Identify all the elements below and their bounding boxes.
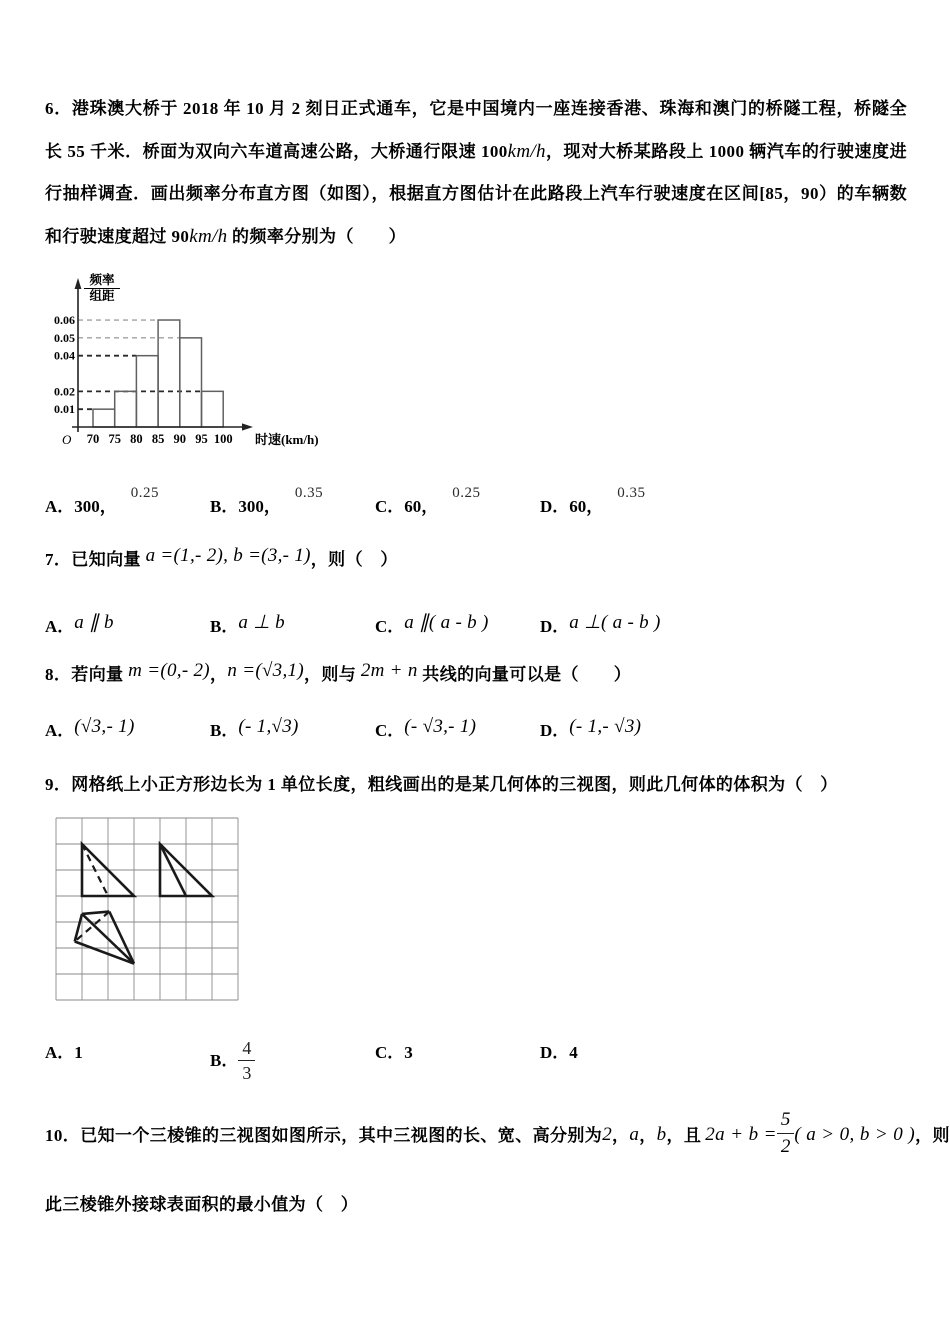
q10-text-run: ，: [612, 1125, 630, 1145]
three-view-grid-figure: [55, 817, 241, 1003]
q6-kmh-math: km/h: [189, 225, 228, 247]
q10-equation-fraction: [777, 1107, 795, 1160]
option-c: [375, 485, 481, 517]
q10-text-run: ，且: [666, 1125, 702, 1145]
option-superscript: 0.25: [452, 485, 481, 501]
svg-text:O: O: [62, 432, 72, 447]
option-math: a ⊥( a - b ): [569, 612, 661, 633]
fraction-numerator: 5: [777, 1107, 795, 1134]
q8-text-run: ，则与: [303, 665, 361, 684]
question-7-text: [45, 540, 925, 580]
q6-text-run: 的频率分别为（ ）: [227, 226, 407, 246]
option-label: B．: [210, 497, 239, 516]
option-label: B．: [210, 617, 239, 636]
option-a: [45, 716, 135, 742]
y-axis-label-denominator: 组距: [89, 289, 115, 303]
option-label: D．: [540, 721, 570, 740]
option-fraction: [238, 1036, 255, 1085]
y-axis-label-fraction: [84, 273, 120, 304]
option-superscript: 0.25: [130, 485, 160, 501]
q10-text-run: ，: [639, 1125, 657, 1145]
q7-text-run: ，则（ ）: [310, 550, 398, 569]
option-label: C．: [375, 617, 405, 636]
svg-text:0.06: 0.06: [54, 313, 75, 328]
q10-math-run: a: [629, 1124, 640, 1145]
option-a: [45, 485, 160, 517]
fraction-numerator: 4: [238, 1036, 255, 1061]
question-9-options: [0, 1014, 950, 1083]
q10-equation-condition: ( a > 0, b > 0 ): [794, 1124, 916, 1145]
q6-kmh-math: km/h: [507, 140, 546, 162]
frequency-histogram: [48, 272, 358, 458]
option-d: [540, 612, 661, 638]
option-label: B．: [210, 721, 239, 740]
option-d: [540, 1038, 578, 1063]
svg-text:90: 90: [173, 432, 187, 446]
option-label: C．: [375, 1043, 405, 1062]
option-label: B．: [210, 1051, 239, 1071]
option-math: a ∥( a - b ): [404, 612, 489, 633]
q7-text-run: 7．已知向量: [45, 550, 146, 569]
option-label: C．: [375, 497, 405, 516]
fraction-denominator: 3: [242, 1063, 252, 1083]
option-value: 60，: [569, 497, 604, 516]
option-d: [540, 485, 646, 517]
question-8-text: [45, 655, 925, 695]
q10-text-run: 10．已知一个三棱锥的三视图如图所示，其中三视图的长、宽、高分别为: [45, 1125, 603, 1145]
option-b: [210, 716, 299, 742]
svg-text:85: 85: [151, 432, 165, 446]
svg-text:时速(km/h): 时速(km/h): [255, 432, 319, 447]
svg-text:80: 80: [130, 432, 143, 446]
q8-vector-m-formula: m =(0,- 2): [128, 660, 210, 681]
option-value: 300，: [74, 497, 117, 516]
q7-vector-formula: a =(1,- 2), b =(3,- 1): [145, 545, 311, 566]
option-a: [45, 1038, 83, 1063]
q10-math-run: b: [656, 1124, 667, 1145]
option-value: 3: [404, 1043, 413, 1062]
svg-text:95: 95: [195, 432, 208, 446]
option-value: 4: [569, 1043, 578, 1062]
q6-text-run: ，现对大桥某路段上 1000 辆汽车的行驶速度进行抽样调查．画出频率分布直方图（如图），根据直方图估计在此路段上汽车行驶速度在区间[85，90）的车辆数和行驶速度超过 90: [45, 141, 907, 246]
svg-text:0.04: 0.04: [54, 348, 75, 363]
svg-text:0.02: 0.02: [54, 384, 75, 399]
q8-text-run: 8．若向量: [45, 665, 129, 684]
option-math: (- 1,√3): [238, 716, 299, 737]
q10-text-run: 此三棱锥外接球表面积的最小值为（ ）: [45, 1195, 359, 1214]
option-math: a ∥ b: [74, 612, 114, 633]
option-superscript: 0.35: [617, 485, 646, 501]
option-c: [375, 1038, 413, 1063]
question-6-text: [45, 88, 907, 258]
q10-equation-left: 2a + b =: [705, 1124, 777, 1145]
svg-text:0.05: 0.05: [54, 330, 75, 345]
option-superscript: 0.35: [294, 485, 324, 501]
option-label: A．: [45, 1043, 75, 1062]
question-10-text-line1: [45, 1098, 950, 1172]
option-label: A．: [45, 721, 75, 740]
option-label: A．: [45, 497, 75, 516]
option-c: [375, 612, 489, 638]
q8-text-run: 共线的向量可以是（ ）: [417, 665, 632, 684]
option-math: (- 1,- √3): [569, 716, 642, 737]
svg-text:75: 75: [108, 432, 121, 446]
option-label: C．: [375, 721, 405, 740]
three-view-canvas: [55, 817, 241, 1003]
option-value: 300，: [238, 497, 281, 516]
question-9-text: [45, 765, 925, 805]
option-label: A．: [45, 617, 75, 636]
option-label: D．: [540, 1043, 570, 1062]
option-value: 1: [74, 1043, 83, 1062]
y-axis-label-numerator: 频率: [84, 273, 120, 289]
option-math: a ⊥ b: [238, 612, 285, 633]
option-b: [210, 1038, 255, 1087]
option-a: [45, 612, 114, 638]
q8-text-run: ，: [209, 665, 228, 684]
svg-text:70: 70: [86, 432, 100, 446]
q10-text-run: ，则: [915, 1125, 950, 1145]
q6-text-run: 6．港珠澳大桥于 2018 年 10 月 2 刻日正式通车，它是中国境内一座连接香港、珠海和澳门的桥隧工程，桥隧全长 55 千米．桥面为双向六车道高速公路，大桥通行限速 100: [45, 99, 907, 161]
option-label: D．: [540, 617, 570, 636]
option-b: [210, 612, 285, 638]
svg-text:100: 100: [213, 432, 233, 446]
option-c: [375, 716, 476, 742]
option-d: [540, 716, 641, 742]
option-math: (√3,- 1): [74, 716, 135, 737]
fraction-denominator: 2: [780, 1135, 791, 1157]
svg-text:0.01: 0.01: [54, 402, 75, 417]
q8-vector-n-formula: n =(√3,1): [227, 660, 304, 681]
option-b: [210, 485, 324, 517]
option-value: 60，: [404, 497, 439, 516]
question-10-text-line2: [45, 1185, 925, 1225]
option-math: (- √3,- 1): [404, 716, 477, 737]
q8-2m-plus-n-formula: 2m + n: [360, 660, 418, 681]
q10-math-run: 2: [602, 1124, 613, 1145]
q9-text-run: 9．网格纸上小正方形边长为 1 单位长度，粗线画出的是某几何体的三视图，则此几何体的体积为（ ）: [45, 775, 838, 794]
option-label: D．: [540, 497, 570, 516]
